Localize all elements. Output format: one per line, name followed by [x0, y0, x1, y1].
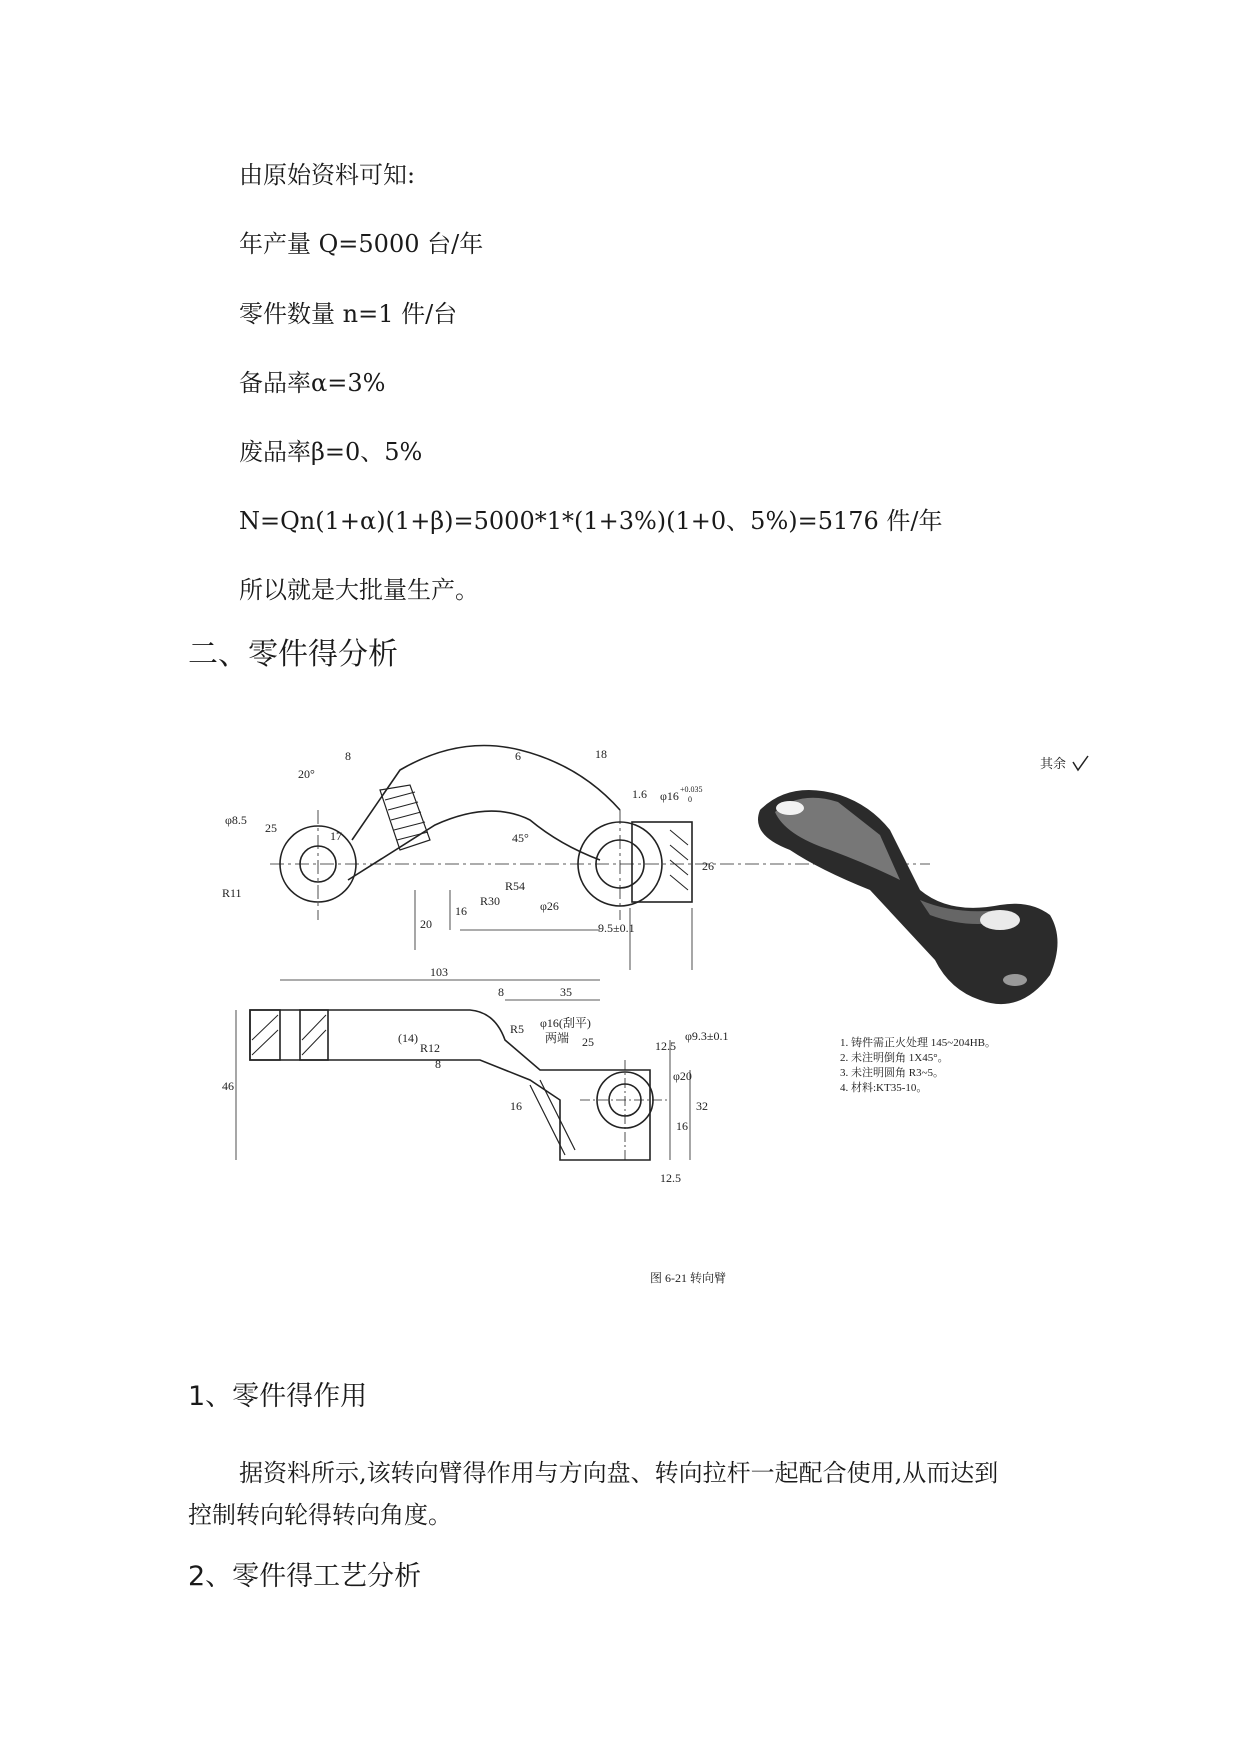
dim-d12: 1.6	[632, 787, 647, 801]
arm-lower-edge	[348, 811, 600, 880]
text-line-annual-output: 年产量 Q=5000 台/年	[239, 230, 484, 258]
function-paragraph-line-2: 控制转向轮得转向角度。	[188, 1501, 452, 1529]
dim-d9: φ16	[660, 789, 679, 803]
dim-d3: 6	[515, 749, 521, 763]
dim-b13: φ20	[673, 1069, 692, 1083]
dim-b16: 16	[676, 1119, 688, 1133]
note-2: 2. 未注明倒角 1X45°。	[840, 1052, 949, 1064]
text-line-formula: N=Qn(1+α)(1+β)=5000*1*(1+3%)(1+0、5%)=5176 件/年	[239, 507, 943, 535]
dim-d10: +0.035	[680, 785, 703, 794]
text-line-conclusion: 所以就是大批量生产。	[239, 576, 479, 604]
note-1: 1. 铸件需正火处理 145~204HB。	[840, 1037, 996, 1049]
dim-d18: φ26	[540, 899, 559, 913]
dim-b1: 103	[430, 965, 448, 979]
dim-b18: 25	[582, 1035, 594, 1049]
dim-b6: R5	[510, 1022, 525, 1036]
dim-d7: 17	[330, 829, 342, 843]
dim-d1: 20°	[298, 767, 315, 781]
dim-d8: 45°	[512, 831, 529, 845]
dim-b3: 35	[560, 985, 572, 999]
roughness-note: 其余	[1040, 756, 1067, 771]
dim-d17: R54	[505, 879, 526, 893]
dim-b4: φ16(刮平)	[540, 1016, 591, 1030]
subsection-heading-function: 1、零件得作用	[188, 1381, 368, 1412]
steering-arm-figure	[222, 740, 1210, 1300]
function-paragraph-line-1: 据资料所示,该转向臂得作用与方向盘、转向拉杆一起配合使用,从而达到	[239, 1459, 999, 1487]
dim-d16: R30	[480, 894, 501, 908]
dim-b10: 46	[222, 1079, 234, 1093]
dim-b9: 8	[435, 1057, 441, 1071]
text-line-spare-rate: 备品率α=3%	[239, 369, 386, 397]
dim-d2: 8	[345, 749, 351, 763]
dim-b8: (14)	[398, 1031, 418, 1045]
subsection-heading-process-analysis: 2、零件得工艺分析	[188, 1561, 422, 1592]
dim-b14: 16	[510, 1099, 522, 1113]
text-line-part-quantity: 零件数量 n=1 件/台	[239, 300, 458, 328]
dim-d19: 26	[702, 859, 714, 873]
note-4: 4. 材料:KT35-10。	[840, 1082, 928, 1094]
text-line-scrap-rate: 废品率β=0、5%	[239, 438, 423, 466]
dim-d13: R11	[222, 886, 242, 900]
dim-d4: 18	[595, 747, 607, 761]
dim-b7: R12	[420, 1041, 441, 1055]
roughness-symbol-icon	[1073, 756, 1088, 770]
dim-d11: 0	[688, 795, 692, 804]
figure-caption: 图 6-21 转向臂	[650, 1271, 726, 1285]
dim-d14: 20	[420, 917, 432, 931]
dim-d6: 25	[265, 821, 277, 835]
dim-b17: 12.5	[660, 1171, 681, 1185]
dim-d5: φ8.5	[225, 813, 247, 827]
dim-b2: 8	[498, 985, 504, 999]
dim-b11: φ9.3±0.1	[685, 1029, 729, 1043]
dim-b5: 两端	[545, 1031, 570, 1045]
dim-d20: 9.5±0.1	[598, 921, 635, 935]
dim-b12: 12.5	[655, 1039, 676, 1053]
note-3: 3. 未注明圆角 R3~5。	[840, 1067, 945, 1079]
steering-arm-3d-render	[758, 790, 1058, 1004]
text-line-source: 由原始资料可知:	[239, 161, 416, 189]
side-arm-outline	[250, 1010, 650, 1160]
dim-d15: 16	[455, 904, 467, 918]
dim-b15: 32	[696, 1099, 708, 1113]
section-heading-part-analysis: 二、零件得分析	[188, 637, 398, 672]
